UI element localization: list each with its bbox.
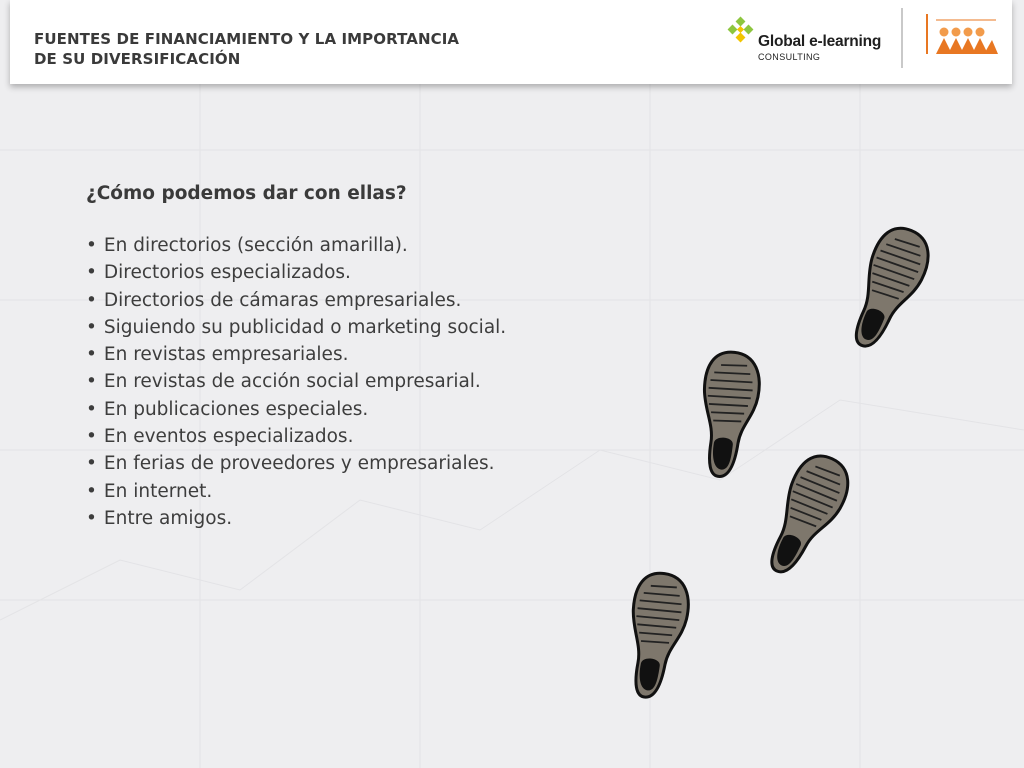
list-item: • En directorios (sección amarilla). — [86, 232, 646, 259]
slide-title-line-1: FUENTES DE FINANCIAMIENTO Y LA IMPORTANCIA — [34, 30, 460, 48]
list-item: • En internet. — [86, 478, 646, 505]
content-heading: ¿Cómo podemos dar con ellas? — [86, 183, 407, 204]
footprint-bottom-left — [621, 570, 692, 701]
list-item: • En publicaciones especiales. — [86, 396, 646, 423]
header-divider — [901, 8, 903, 68]
list-item: • En eventos especializados. — [86, 423, 646, 450]
slide-title — [34, 29, 594, 69]
global-elearning-mark-icon — [727, 16, 755, 44]
list-item: • En revistas empresariales. — [86, 341, 646, 368]
global-elearning-name: Global e-learning — [758, 33, 882, 50]
list-item: • En ferias de proveedores y empresariales. — [86, 450, 646, 477]
footprint-middle-left — [695, 350, 762, 480]
global-elearning-sub: CONSULTING — [758, 52, 821, 62]
footprints-icon — [600, 210, 960, 720]
fundacion-logo-icon — [922, 8, 1002, 60]
footprint-middle-right — [756, 448, 858, 584]
list-item: • En revistas de acción social empresarial. — [86, 368, 646, 395]
footprint-top-right — [840, 221, 937, 357]
list-item: • Entre amigos. — [86, 505, 646, 532]
global-elearning-logo — [727, 16, 897, 64]
sources-list — [86, 232, 646, 532]
slide-header — [10, 0, 1012, 84]
slide-title-line-2: DE SU DIVERSIFICACIÓN — [34, 50, 241, 68]
list-item: • Directorios especializados. — [86, 259, 646, 286]
list-item: • Siguiendo su publicidad o marketing social. — [86, 314, 646, 341]
slide-content — [86, 178, 646, 532]
list-item: • Directorios de cámaras empresariales. — [86, 287, 646, 314]
